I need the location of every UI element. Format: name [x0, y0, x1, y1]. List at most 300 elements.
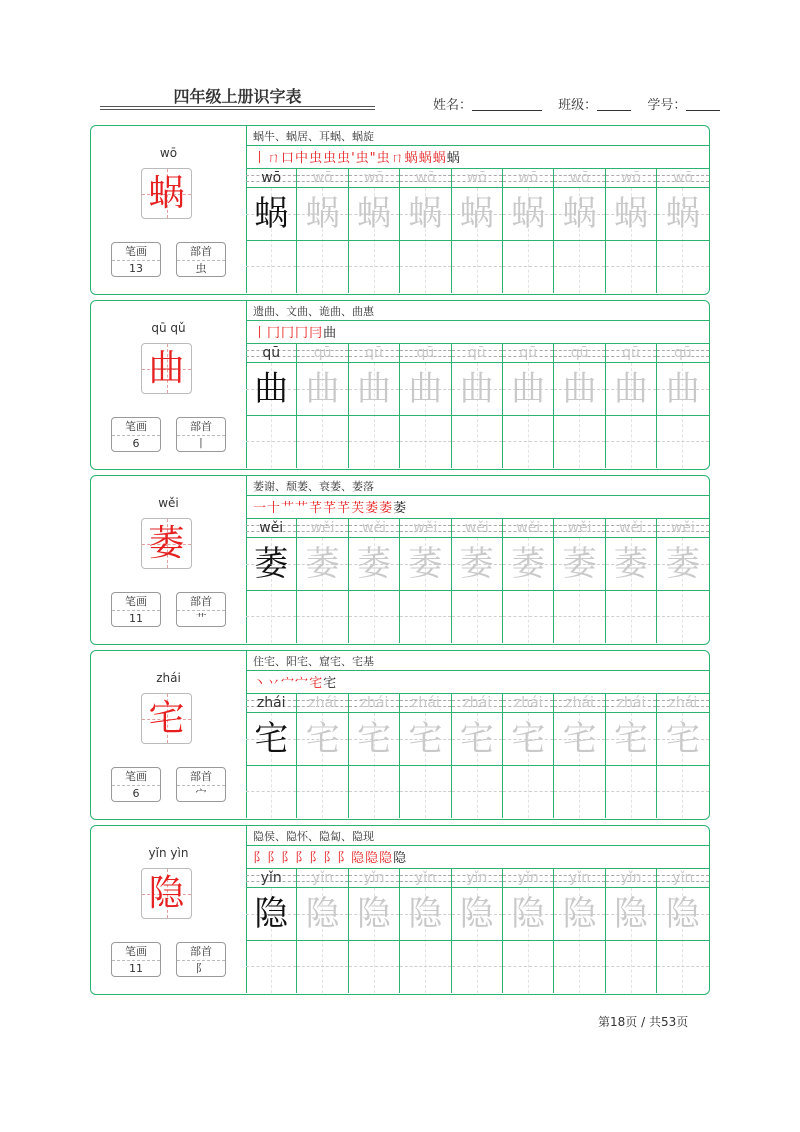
- stroke-step: 阝: [295, 851, 310, 866]
- pinyin-trace: yǐn: [414, 870, 436, 886]
- char-trace: 宅: [665, 719, 700, 759]
- number-blank[interactable]: [686, 98, 720, 111]
- writing-mid-guide: [606, 791, 656, 792]
- char-display: 宅: [148, 698, 185, 739]
- character-card: [90, 650, 710, 820]
- pinyin-trace: wō: [312, 170, 333, 186]
- stroke-step: 隐: [379, 851, 394, 866]
- writing-mid-guide: [554, 791, 604, 792]
- practice-cell[interactable]: [452, 169, 503, 293]
- char-trace: 萎: [408, 544, 443, 584]
- practice-cell[interactable]: [246, 694, 297, 818]
- pinyin-trace: qū: [674, 345, 692, 361]
- char-trace: 隐: [511, 894, 546, 934]
- pinyin-trace: wō: [415, 170, 436, 186]
- char-trace: 萎: [459, 544, 494, 584]
- radical-label: 部首: [177, 943, 225, 961]
- pinyin-trace: qū: [313, 345, 332, 361]
- radical-label: 部首: [177, 243, 225, 261]
- name-field[interactable]: [433, 94, 542, 113]
- practice-cell[interactable]: [606, 169, 657, 293]
- practice-cell[interactable]: [554, 519, 605, 643]
- char-trace: 曲: [459, 369, 494, 409]
- char-pinyin: zhái: [156, 671, 181, 685]
- row-divider: [246, 145, 709, 146]
- cell-divider: [400, 415, 450, 416]
- practice-grid: [246, 169, 709, 293]
- name-blank[interactable]: [472, 98, 542, 111]
- writing-mid-guide: [400, 441, 450, 442]
- practice-cell[interactable]: [246, 519, 297, 643]
- radical-value: 阝: [195, 962, 207, 975]
- practice-cell[interactable]: [554, 694, 605, 818]
- practice-cell[interactable]: [452, 869, 503, 993]
- char-display-box: [141, 168, 192, 219]
- char-trace: 隐: [562, 894, 597, 934]
- char-display: 曲: [148, 348, 185, 389]
- cell-divider: [246, 590, 296, 591]
- practice-cell[interactable]: [297, 169, 348, 293]
- writing-mid-guide: [246, 616, 296, 617]
- char-info-panel: [91, 301, 247, 468]
- practice-cell[interactable]: [452, 344, 503, 468]
- pinyin-trace: wěi: [413, 520, 438, 536]
- char-trace: 萎: [511, 544, 546, 584]
- name-label: 姓名：: [433, 98, 473, 113]
- writing-mid-guide: [400, 966, 450, 967]
- cell-divider: [657, 940, 708, 941]
- row-divider: [246, 670, 709, 671]
- cell-divider: [606, 765, 656, 766]
- writing-mid-guide: [554, 441, 604, 442]
- radical-box: [176, 767, 226, 802]
- stroke-step: 芙: [351, 501, 366, 516]
- pinyin-trace: zhái: [359, 695, 389, 711]
- writing-mid-guide: [606, 616, 656, 617]
- stroke-order-sequence: [253, 672, 337, 692]
- practice-cell[interactable]: [349, 344, 400, 468]
- char-trace: 曲: [613, 369, 648, 409]
- pinyin-trace: wō: [569, 170, 590, 186]
- row-divider: [246, 495, 709, 496]
- writing-mid-guide: [400, 616, 450, 617]
- stroke-step: 隐: [365, 851, 380, 866]
- writing-mid-guide: [400, 791, 450, 792]
- radical-value: 艹: [195, 612, 207, 625]
- char-model: 隐: [254, 894, 289, 934]
- stroke-step: 十: [267, 501, 282, 516]
- char-trace: 宅: [613, 719, 648, 759]
- char-trace: 萎: [665, 544, 700, 584]
- stroke-count-value: 6: [132, 787, 140, 800]
- pinyin-model: wō: [261, 170, 282, 186]
- example-words: 遗曲、文曲、诡曲、曲惠: [253, 305, 374, 318]
- cell-divider: [606, 590, 656, 591]
- char-trace: 蜗: [665, 194, 700, 234]
- cell-divider: [657, 590, 708, 591]
- practice-cell[interactable]: [657, 519, 708, 643]
- writing-mid-guide: [297, 441, 347, 442]
- char-model: 蜗: [254, 194, 289, 234]
- stroke-step: 蜗: [446, 151, 461, 166]
- practice-cell[interactable]: [554, 169, 605, 293]
- pinyin-trace: qū: [416, 345, 435, 361]
- stroke-step: 虫": [355, 151, 377, 166]
- char-display: 蜗: [148, 173, 185, 214]
- writing-mid-guide: [503, 616, 553, 617]
- char-trace: 宅: [562, 719, 597, 759]
- practice-cell[interactable]: [503, 519, 554, 643]
- writing-mid-guide: [452, 441, 502, 442]
- practice-cell[interactable]: [246, 169, 297, 293]
- example-words: 蜗牛、蜗居、耳蜗、蜗旋: [253, 130, 374, 143]
- character-card: [90, 300, 710, 470]
- pinyin-trace: zhái: [513, 695, 543, 711]
- cell-divider: [503, 940, 553, 941]
- stroke-step: 丨: [253, 151, 268, 166]
- practice-cell[interactable]: [349, 169, 400, 293]
- radical-value: 宀: [195, 787, 207, 800]
- stroke-step: 冂: [295, 326, 310, 341]
- pinyin-trace: zhái: [411, 695, 440, 711]
- pinyin-model: wěi: [259, 520, 284, 536]
- char-trace: 蜗: [408, 194, 443, 234]
- cell-divider: [657, 415, 708, 416]
- practice-cell[interactable]: [400, 344, 451, 468]
- pinyin-trace: zhái: [565, 695, 594, 711]
- stroke-order-sequence: [253, 497, 407, 517]
- stroke-step: 虫': [337, 151, 356, 166]
- stroke-step: 芊: [337, 501, 352, 516]
- writing-mid-guide: [657, 441, 708, 442]
- stroke-count-label: 笔画: [112, 768, 160, 786]
- pinyin-trace: qū: [467, 345, 486, 361]
- pinyin-trace: yǐn: [466, 870, 488, 886]
- writing-mid-guide: [554, 266, 604, 267]
- pinyin-trace: qū: [519, 345, 538, 361]
- writing-mid-guide: [657, 966, 708, 967]
- stroke-step: 阝: [281, 851, 296, 866]
- stroke-count-box: [111, 417, 161, 452]
- stroke-order-sequence: [253, 847, 407, 867]
- stroke-step: 宅: [323, 676, 338, 691]
- stroke-step: 蜗: [404, 151, 419, 166]
- char-trace: 蜗: [562, 194, 597, 234]
- class-blank[interactable]: [597, 98, 631, 111]
- stroke-count-value: 11: [129, 612, 143, 625]
- pinyin-trace: wěi: [362, 520, 386, 536]
- pinyin-trace: qū: [622, 345, 640, 361]
- pinyin-trace: yǐn: [620, 870, 642, 886]
- char-trace: 隐: [613, 894, 648, 934]
- stroke-step: 丷: [267, 676, 282, 691]
- practice-cell[interactable]: [400, 694, 451, 818]
- char-trace: 隐: [408, 894, 443, 934]
- practice-cell[interactable]: [349, 519, 400, 643]
- writing-mid-guide: [349, 966, 399, 967]
- stroke-step: 蜗: [432, 151, 447, 166]
- pinyin-trace: qū: [365, 345, 383, 361]
- stroke-step: 艹: [295, 501, 310, 516]
- pinyin-trace: yǐn: [569, 870, 591, 886]
- practice-cell[interactable]: [246, 869, 297, 993]
- pinyin-trace: zhái: [462, 695, 492, 711]
- practice-cell[interactable]: [297, 519, 348, 643]
- number-label: 学号：: [647, 98, 687, 113]
- practice-cell[interactable]: [452, 519, 503, 643]
- writing-mid-guide: [349, 441, 399, 442]
- cell-divider: [606, 415, 656, 416]
- practice-cell[interactable]: [503, 694, 554, 818]
- stroke-step: 一: [253, 501, 268, 516]
- cell-divider: [452, 240, 502, 241]
- char-display: 隐: [148, 873, 185, 914]
- stroke-count-value: 11: [129, 962, 143, 975]
- cell-divider: [503, 765, 553, 766]
- cell-divider: [246, 765, 296, 766]
- cell-divider: [503, 590, 553, 591]
- writing-mid-guide: [349, 791, 399, 792]
- char-trace: 宅: [459, 719, 494, 759]
- practice-cell[interactable]: [554, 869, 605, 993]
- char-trace: 曲: [562, 369, 597, 409]
- writing-mid-guide: [297, 791, 347, 792]
- practice-grid: [246, 694, 709, 818]
- char-trace: 蜗: [613, 194, 648, 234]
- pinyin-trace: zhái: [616, 695, 646, 711]
- practice-cell[interactable]: [606, 519, 657, 643]
- cell-divider: [503, 240, 553, 241]
- cell-divider: [297, 590, 347, 591]
- char-info-panel: [91, 826, 247, 993]
- practice-cell[interactable]: [503, 869, 554, 993]
- practice-grid: [246, 344, 709, 468]
- stroke-step: 宀: [281, 676, 296, 691]
- stroke-step: 阝: [267, 851, 282, 866]
- pinyin-model: yǐn: [260, 870, 282, 886]
- radical-label: 部首: [177, 593, 225, 611]
- stroke-step: 冂: [267, 326, 282, 341]
- practice-cell[interactable]: [657, 869, 708, 993]
- stroke-step: 中: [295, 151, 310, 166]
- cell-divider: [452, 765, 502, 766]
- stroke-order-sequence: [253, 322, 337, 342]
- writing-mid-guide: [452, 616, 502, 617]
- cell-divider: [554, 415, 604, 416]
- character-card: [90, 825, 710, 995]
- pinyin-trace: wěi: [310, 520, 335, 536]
- char-trace: 蜗: [356, 194, 391, 234]
- char-pinyin: yǐn yìn: [148, 846, 189, 860]
- practice-cell[interactable]: [297, 869, 348, 993]
- page-footer: 第18页 / 共53页: [598, 1015, 689, 1029]
- row-divider: [246, 845, 709, 846]
- practice-cell[interactable]: [400, 519, 451, 643]
- practice-cell[interactable]: [606, 344, 657, 468]
- char-trace: 隐: [305, 894, 340, 934]
- cell-divider: [400, 240, 450, 241]
- stroke-step: 宀: [295, 676, 310, 691]
- radical-box: [176, 417, 226, 452]
- char-info-panel: [91, 476, 247, 643]
- char-trace: 宅: [356, 719, 391, 759]
- stroke-count-label: 笔画: [112, 593, 160, 611]
- pinyin-trace: wō: [620, 170, 641, 186]
- char-display-box: [141, 868, 192, 919]
- stroke-step: 阝: [309, 851, 324, 866]
- cell-divider: [349, 415, 399, 416]
- stroke-step: ㄇ: [267, 151, 282, 166]
- example-words: 住宅、阳宅、窟宅、宅基: [253, 655, 374, 668]
- cell-divider: [606, 940, 656, 941]
- student-number-field[interactable]: [647, 94, 720, 113]
- stroke-step: 丨: [253, 326, 268, 341]
- pinyin-trace: zhái: [668, 695, 698, 711]
- char-trace: 隐: [459, 894, 494, 934]
- char-trace: 宅: [511, 719, 546, 759]
- practice-cell[interactable]: [297, 344, 348, 468]
- writing-mid-guide: [503, 441, 553, 442]
- writing-mid-guide: [297, 966, 347, 967]
- writing-mid-guide: [657, 266, 708, 267]
- example-words: 隐侯、隐怀、隐匐、隐现: [253, 830, 374, 843]
- stroke-step: 虫: [309, 151, 324, 166]
- pinyin-trace: wěi: [567, 520, 592, 536]
- practice-cell[interactable]: [349, 869, 400, 993]
- practice-cell[interactable]: [503, 344, 554, 468]
- practice-cell[interactable]: [400, 169, 451, 293]
- writing-mid-guide: [606, 266, 656, 267]
- practice-cell[interactable]: [657, 344, 708, 468]
- pinyin-trace: wěi: [464, 520, 489, 536]
- pinyin-trace: yǐn: [517, 870, 539, 886]
- radical-box: [176, 242, 226, 277]
- char-model: 萎: [254, 544, 289, 584]
- stroke-step: 曲: [323, 326, 338, 341]
- title-underline: [100, 106, 375, 107]
- cell-divider: [503, 415, 553, 416]
- writing-mid-guide: [503, 966, 553, 967]
- char-model: 宅: [254, 719, 289, 759]
- cell-divider: [349, 940, 399, 941]
- practice-cell[interactable]: [554, 344, 605, 468]
- row-divider: [246, 320, 709, 321]
- practice-cell[interactable]: [606, 694, 657, 818]
- practice-grid: [246, 869, 709, 993]
- char-trace: 曲: [305, 369, 340, 409]
- char-info-panel: [91, 651, 247, 818]
- writing-mid-guide: [452, 966, 502, 967]
- cell-divider: [400, 940, 450, 941]
- stroke-step: 隐: [393, 851, 408, 866]
- radical-box: [176, 942, 226, 977]
- writing-mid-guide: [297, 616, 347, 617]
- stroke-step: 口: [281, 151, 296, 166]
- stroke-step: 丶: [253, 676, 268, 691]
- cell-divider: [349, 765, 399, 766]
- writing-mid-guide: [349, 266, 399, 267]
- char-trace: 蜗: [305, 194, 340, 234]
- stroke-step: 阝: [253, 851, 268, 866]
- pinyin-trace: qū: [570, 345, 589, 361]
- writing-mid-guide: [657, 616, 708, 617]
- example-words: 萎谢、颓萎、衰萎、萎落: [253, 480, 374, 493]
- stroke-step: 蜗: [418, 151, 433, 166]
- char-pinyin: qū qǔ: [151, 321, 186, 335]
- practice-cell[interactable]: [452, 694, 503, 818]
- pinyin-trace: wō: [672, 170, 693, 186]
- char-display-box: [141, 693, 192, 744]
- stroke-step: 宅: [309, 676, 324, 691]
- writing-mid-guide: [246, 791, 296, 792]
- pinyin-model: qū: [262, 345, 281, 361]
- practice-grid: [246, 519, 709, 643]
- stroke-step: 隐: [351, 851, 366, 866]
- writing-mid-guide: [606, 966, 656, 967]
- page-header: [0, 0, 800, 118]
- stroke-count-box: [111, 942, 161, 977]
- char-trace: 曲: [408, 369, 443, 409]
- stroke-count-box: [111, 767, 161, 802]
- char-model: 曲: [254, 369, 289, 409]
- cell-divider: [606, 240, 656, 241]
- cell-divider: [657, 240, 708, 241]
- class-field[interactable]: [558, 94, 631, 113]
- pinyin-trace: wěi: [619, 520, 643, 536]
- cell-divider: [554, 590, 604, 591]
- stroke-count-label: 笔画: [112, 243, 160, 261]
- class-label: 班级：: [558, 98, 598, 113]
- student-info-fields: [433, 94, 732, 113]
- practice-cell[interactable]: [503, 169, 554, 293]
- radical-box: [176, 592, 226, 627]
- pinyin-trace: wěi: [670, 520, 695, 536]
- page-title: 四年级上册识字表: [173, 87, 302, 106]
- cell-divider: [400, 765, 450, 766]
- stroke-count-box: [111, 242, 161, 277]
- pinyin-trace: yǐn: [672, 870, 694, 886]
- practice-cell[interactable]: [400, 869, 451, 993]
- writing-mid-guide: [297, 266, 347, 267]
- writing-mid-guide: [657, 791, 708, 792]
- stroke-order-sequence: [253, 147, 461, 167]
- char-trace: 曲: [665, 369, 700, 409]
- practice-cell[interactable]: [657, 169, 708, 293]
- practice-cell[interactable]: [246, 344, 297, 468]
- stroke-step: 冂: [281, 326, 296, 341]
- practice-cell[interactable]: [657, 694, 708, 818]
- char-display-box: [141, 518, 192, 569]
- stroke-step: 芊: [323, 501, 338, 516]
- practice-cell[interactable]: [297, 694, 348, 818]
- radical-label: 部首: [177, 768, 225, 786]
- stroke-step: 虫ㄇ: [376, 151, 405, 166]
- cell-divider: [246, 940, 296, 941]
- practice-cell[interactable]: [606, 869, 657, 993]
- title-underline-double: [100, 109, 375, 110]
- writing-mid-guide: [554, 966, 604, 967]
- stroke-step: 芊: [309, 501, 324, 516]
- cell-divider: [452, 590, 502, 591]
- cell-divider: [400, 590, 450, 591]
- char-pinyin: wō: [159, 146, 178, 160]
- cell-divider: [297, 415, 347, 416]
- stroke-count-value: 13: [129, 262, 143, 275]
- pinyin-trace: wěi: [516, 520, 541, 536]
- cell-divider: [452, 415, 502, 416]
- char-trace: 萎: [356, 544, 391, 584]
- practice-cell[interactable]: [349, 694, 400, 818]
